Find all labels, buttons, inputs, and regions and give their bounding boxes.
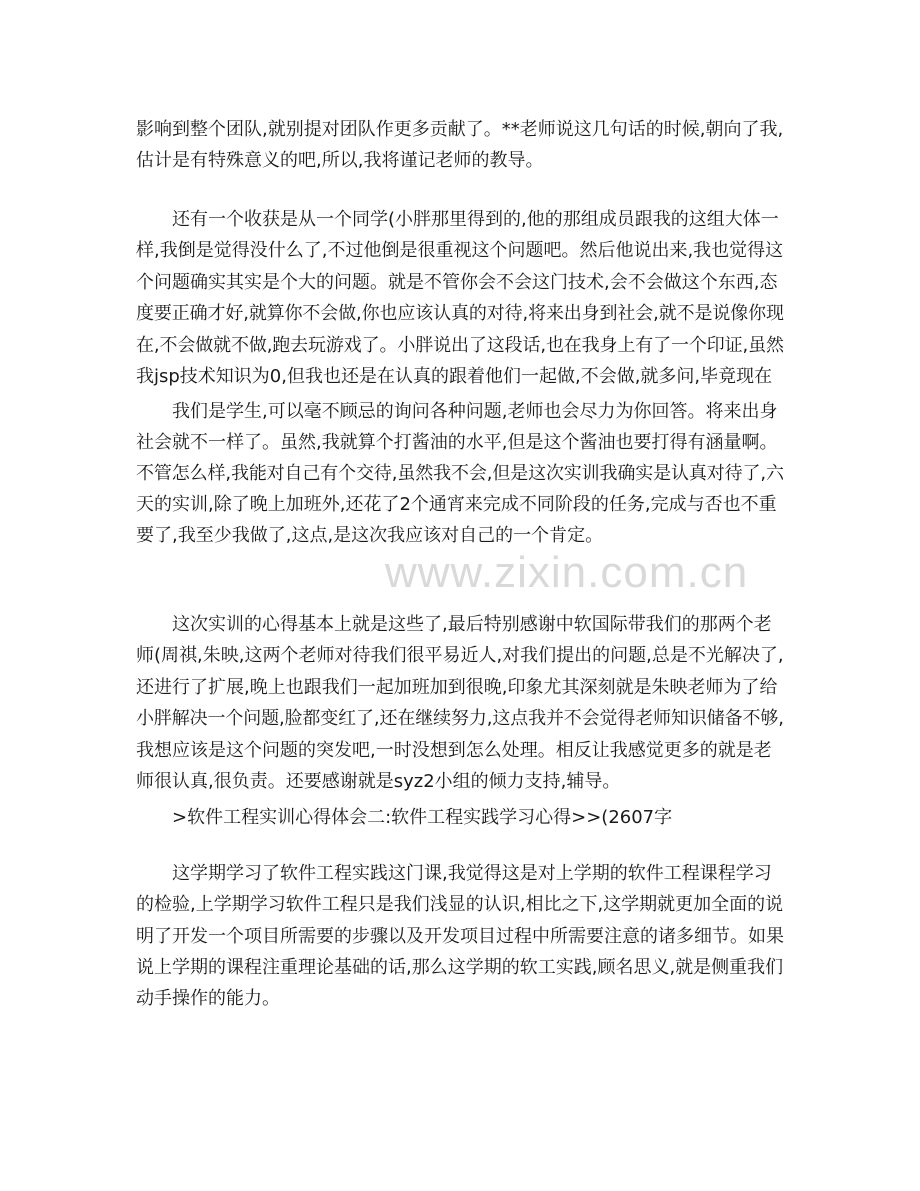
paragraph-line: 这次实训的心得基本上就是这些了,最后特别感谢中软国际带我们的那两个老	[172, 614, 772, 635]
paragraph-line: 师(周祺,朱映,这两个老师对待我们很平易近人,对我们提出的问题,总是不光解决了,	[136, 645, 784, 667]
paragraph-line: 明了开发一个项目所需要的步骤以及开发项目过程中所需要注意的诸多细节。如果	[136, 925, 784, 947]
paragraph-line: >软件工程实训心得体会二:软件工程实践学习心得>>(2607字	[172, 807, 673, 828]
watermark: www.zixin.com.cn	[385, 548, 749, 597]
paragraph-line: 我想应该是这个问题的突发吧,一时没想到怎么处理。相反让我感觉更多的就是老	[136, 739, 772, 761]
paragraph-line: 样,我倒是觉得没什么了,不过他倒是很重视这个问题吧。然后他说出来,我也觉得这	[136, 240, 784, 262]
paragraph-line: 在,不会做就不做,跑去玩游戏了。小胖说出了这段话,也在我身上有了一个印证,虽然	[136, 334, 784, 356]
paragraph-line: 我jsp技术知识为0,但我也还是在认真的跟着他们一起做,不会做,就多问,毕竟现在	[136, 366, 773, 387]
paragraph-line: 这学期学习了软件工程实践这门课,我觉得这是对上学期的软件工程课程学习	[172, 863, 772, 884]
paragraph-line: 动手操作的能力。	[136, 988, 280, 1009]
paragraph-line: 还有一个收获是从一个同学(小胖那里得到的,他的那组成员跟我的这组大体一	[172, 209, 779, 230]
paragraph-line: 我们是学生,可以毫不顾忌的询问各种问题,老师也会尽力为你回答。将来出身	[172, 401, 778, 422]
paragraph-line: 影响到整个团队,就别提对团队作更多贡献了。**老师说这几句话的时候,朝向了我,	[136, 119, 784, 140]
paragraph-line: 个问题确实其实是个大的问题。就是不管你会不会这门技术,会不会做这个东西,态	[136, 271, 778, 293]
paragraph-line: 估计是有特殊意义的吧,所以,我将谨记老师的教导。	[136, 150, 544, 171]
paragraph-line: 小胖解决一个问题,脸都变红了,还在继续努力,这点我并不会觉得老师知识储备不够,	[136, 708, 784, 730]
paragraph-line: 天的实训,除了晚上加班外,还花了2个通宵来完成不同阶段的任务,完成与否也不重	[136, 494, 777, 515]
paragraph-line: 不管怎么样,我能对自己有个交待,虽然我不会,但是这次实训我确实是认真对待了,六	[136, 463, 784, 484]
paragraph-line: 还进行了扩展,晚上也跟我们一起加班加到很晚,印象尤其深刻就是朱映老师为了给	[136, 676, 778, 698]
paragraph-line: 说上学期的课程注重理论基础的话,那么这学期的软工实践,顾名思义,就是侧重我们	[136, 956, 784, 978]
paragraph-line: 要了,我至少我做了,这点,是这次我应该对自己的一个肯定。	[136, 525, 604, 546]
paragraph-line: 社会就不一样了。虽然,我就算个打酱油的水平,但是这个酱油也要打得有涵量啊。	[136, 432, 778, 453]
paragraph-line: 的检验,上学期学习软件工程只是我们浅显的认识,相比之下,这学期就更加全面的说	[136, 894, 784, 916]
paragraph-line: 度要正确才好,就算你不会做,你也应该认真的对待,将来出身到社会,就不是说像你现	[136, 303, 784, 325]
paragraph-line: 师很认真,很负责。还要感谢就是syz2小组的倾力支持,辅导。	[136, 771, 621, 792]
